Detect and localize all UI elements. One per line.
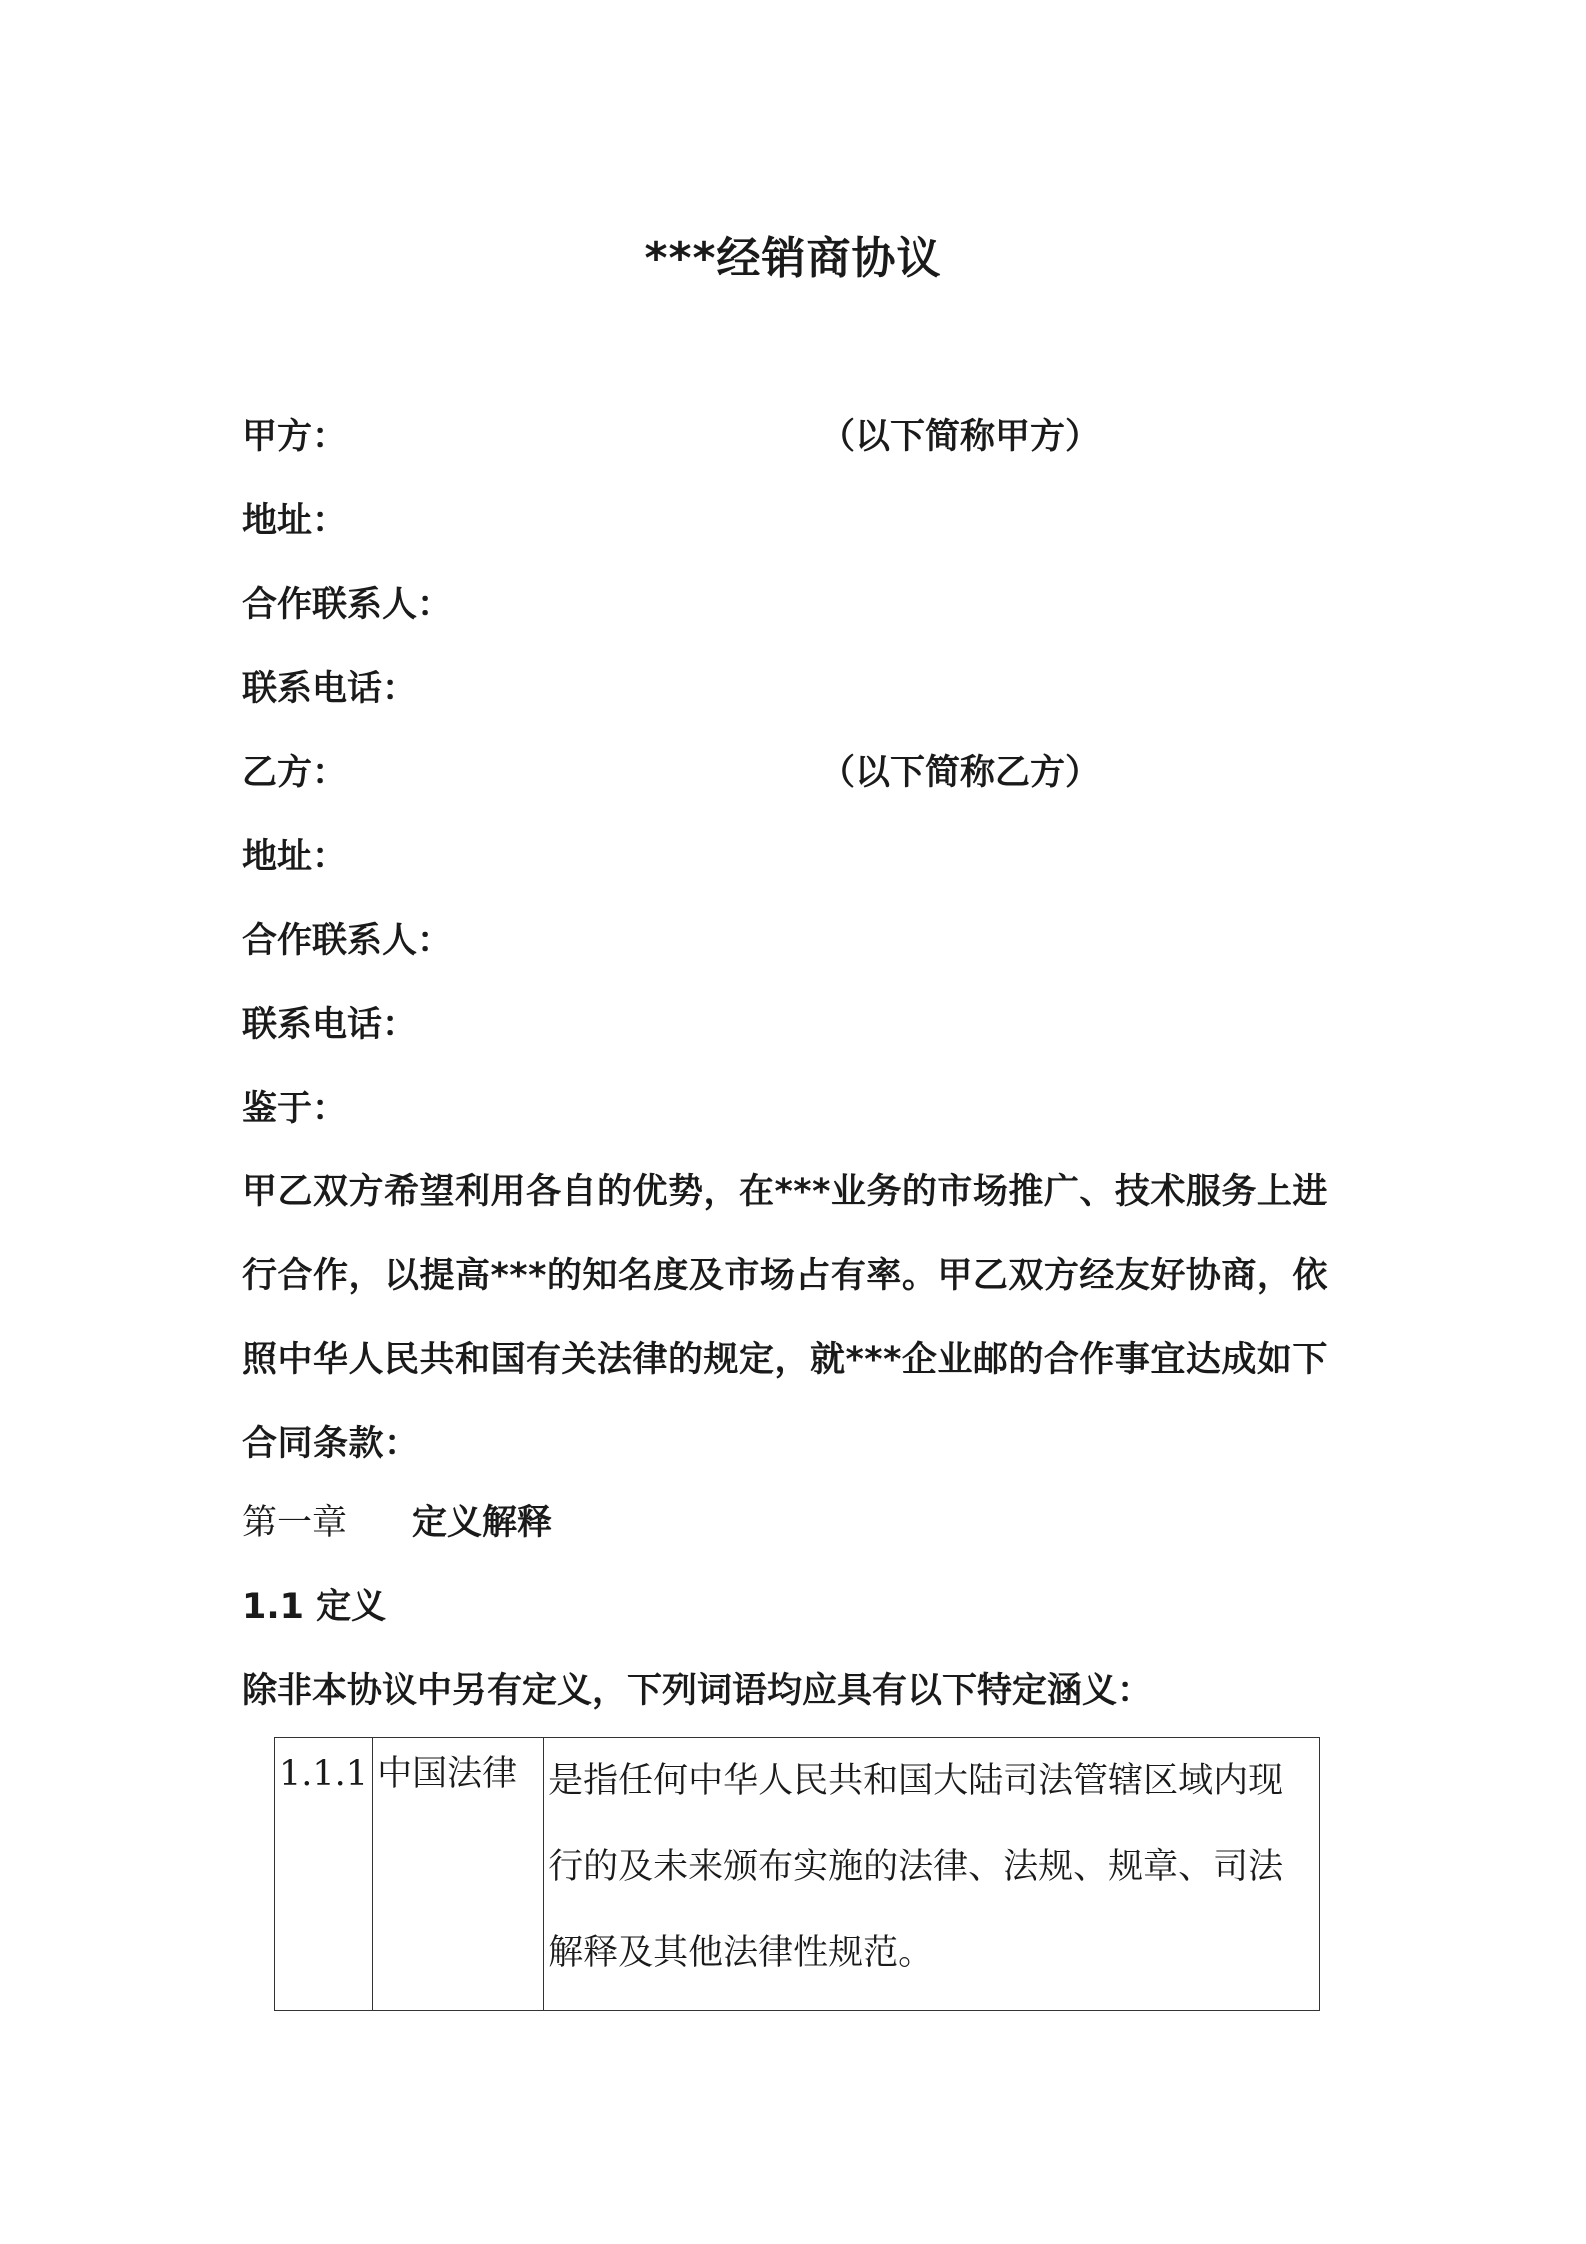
party-a-address-label: 地址：: [242, 501, 348, 541]
document-title: ***经销商协议: [644, 233, 942, 284]
definition-number: 1.1.1: [275, 1738, 373, 2011]
definition-meaning: 是指任何中华人民共和国大陆司法管辖区域内现行的及未来颁布实施的法律、法规、规章、司法解释及其他法律性规范。: [544, 1738, 1320, 2011]
party-b-contact-label: 合作联系人：: [242, 921, 453, 961]
party-a-abbrev: （以下简称甲方）: [820, 417, 1101, 457]
chapter-heading: [242, 1498, 552, 1548]
whereas-label: 鉴于：: [242, 1089, 348, 1129]
party-a-contact-label: 合作联系人：: [242, 585, 453, 625]
table-row: [275, 1738, 1320, 2011]
section-heading: 1.1 定义: [242, 1587, 387, 1627]
party-b-address-label: 地址：: [242, 837, 348, 877]
section-intro: 除非本协议中另有定义，下列词语均应具有以下特定涵义：: [242, 1671, 1153, 1711]
chapter-number: 第一章: [242, 1503, 348, 1543]
party-b-label: 乙方：: [242, 753, 348, 793]
party-b-abbrev: （以下简称乙方）: [820, 753, 1101, 793]
party-b-phone-label: 联系电话：: [242, 1005, 418, 1045]
party-a-phone-label: 联系电话：: [242, 669, 418, 709]
definitions-table: [274, 1737, 1320, 2011]
preamble-paragraph: 甲乙双方希望利用各自的优势，在***业务的市场推广、技术服务上进行合作，以提高***的知名度及市场占有率。甲乙双方经友好协商，依照中华人民共和国有关法律的规定，就***企业邮的合作事宜达成如下合同条款：: [242, 1172, 1328, 1464]
party-a-label: 甲方：: [242, 417, 348, 457]
chapter-name: 定义解释: [412, 1503, 553, 1543]
definition-term: 中国法律: [373, 1738, 544, 2011]
